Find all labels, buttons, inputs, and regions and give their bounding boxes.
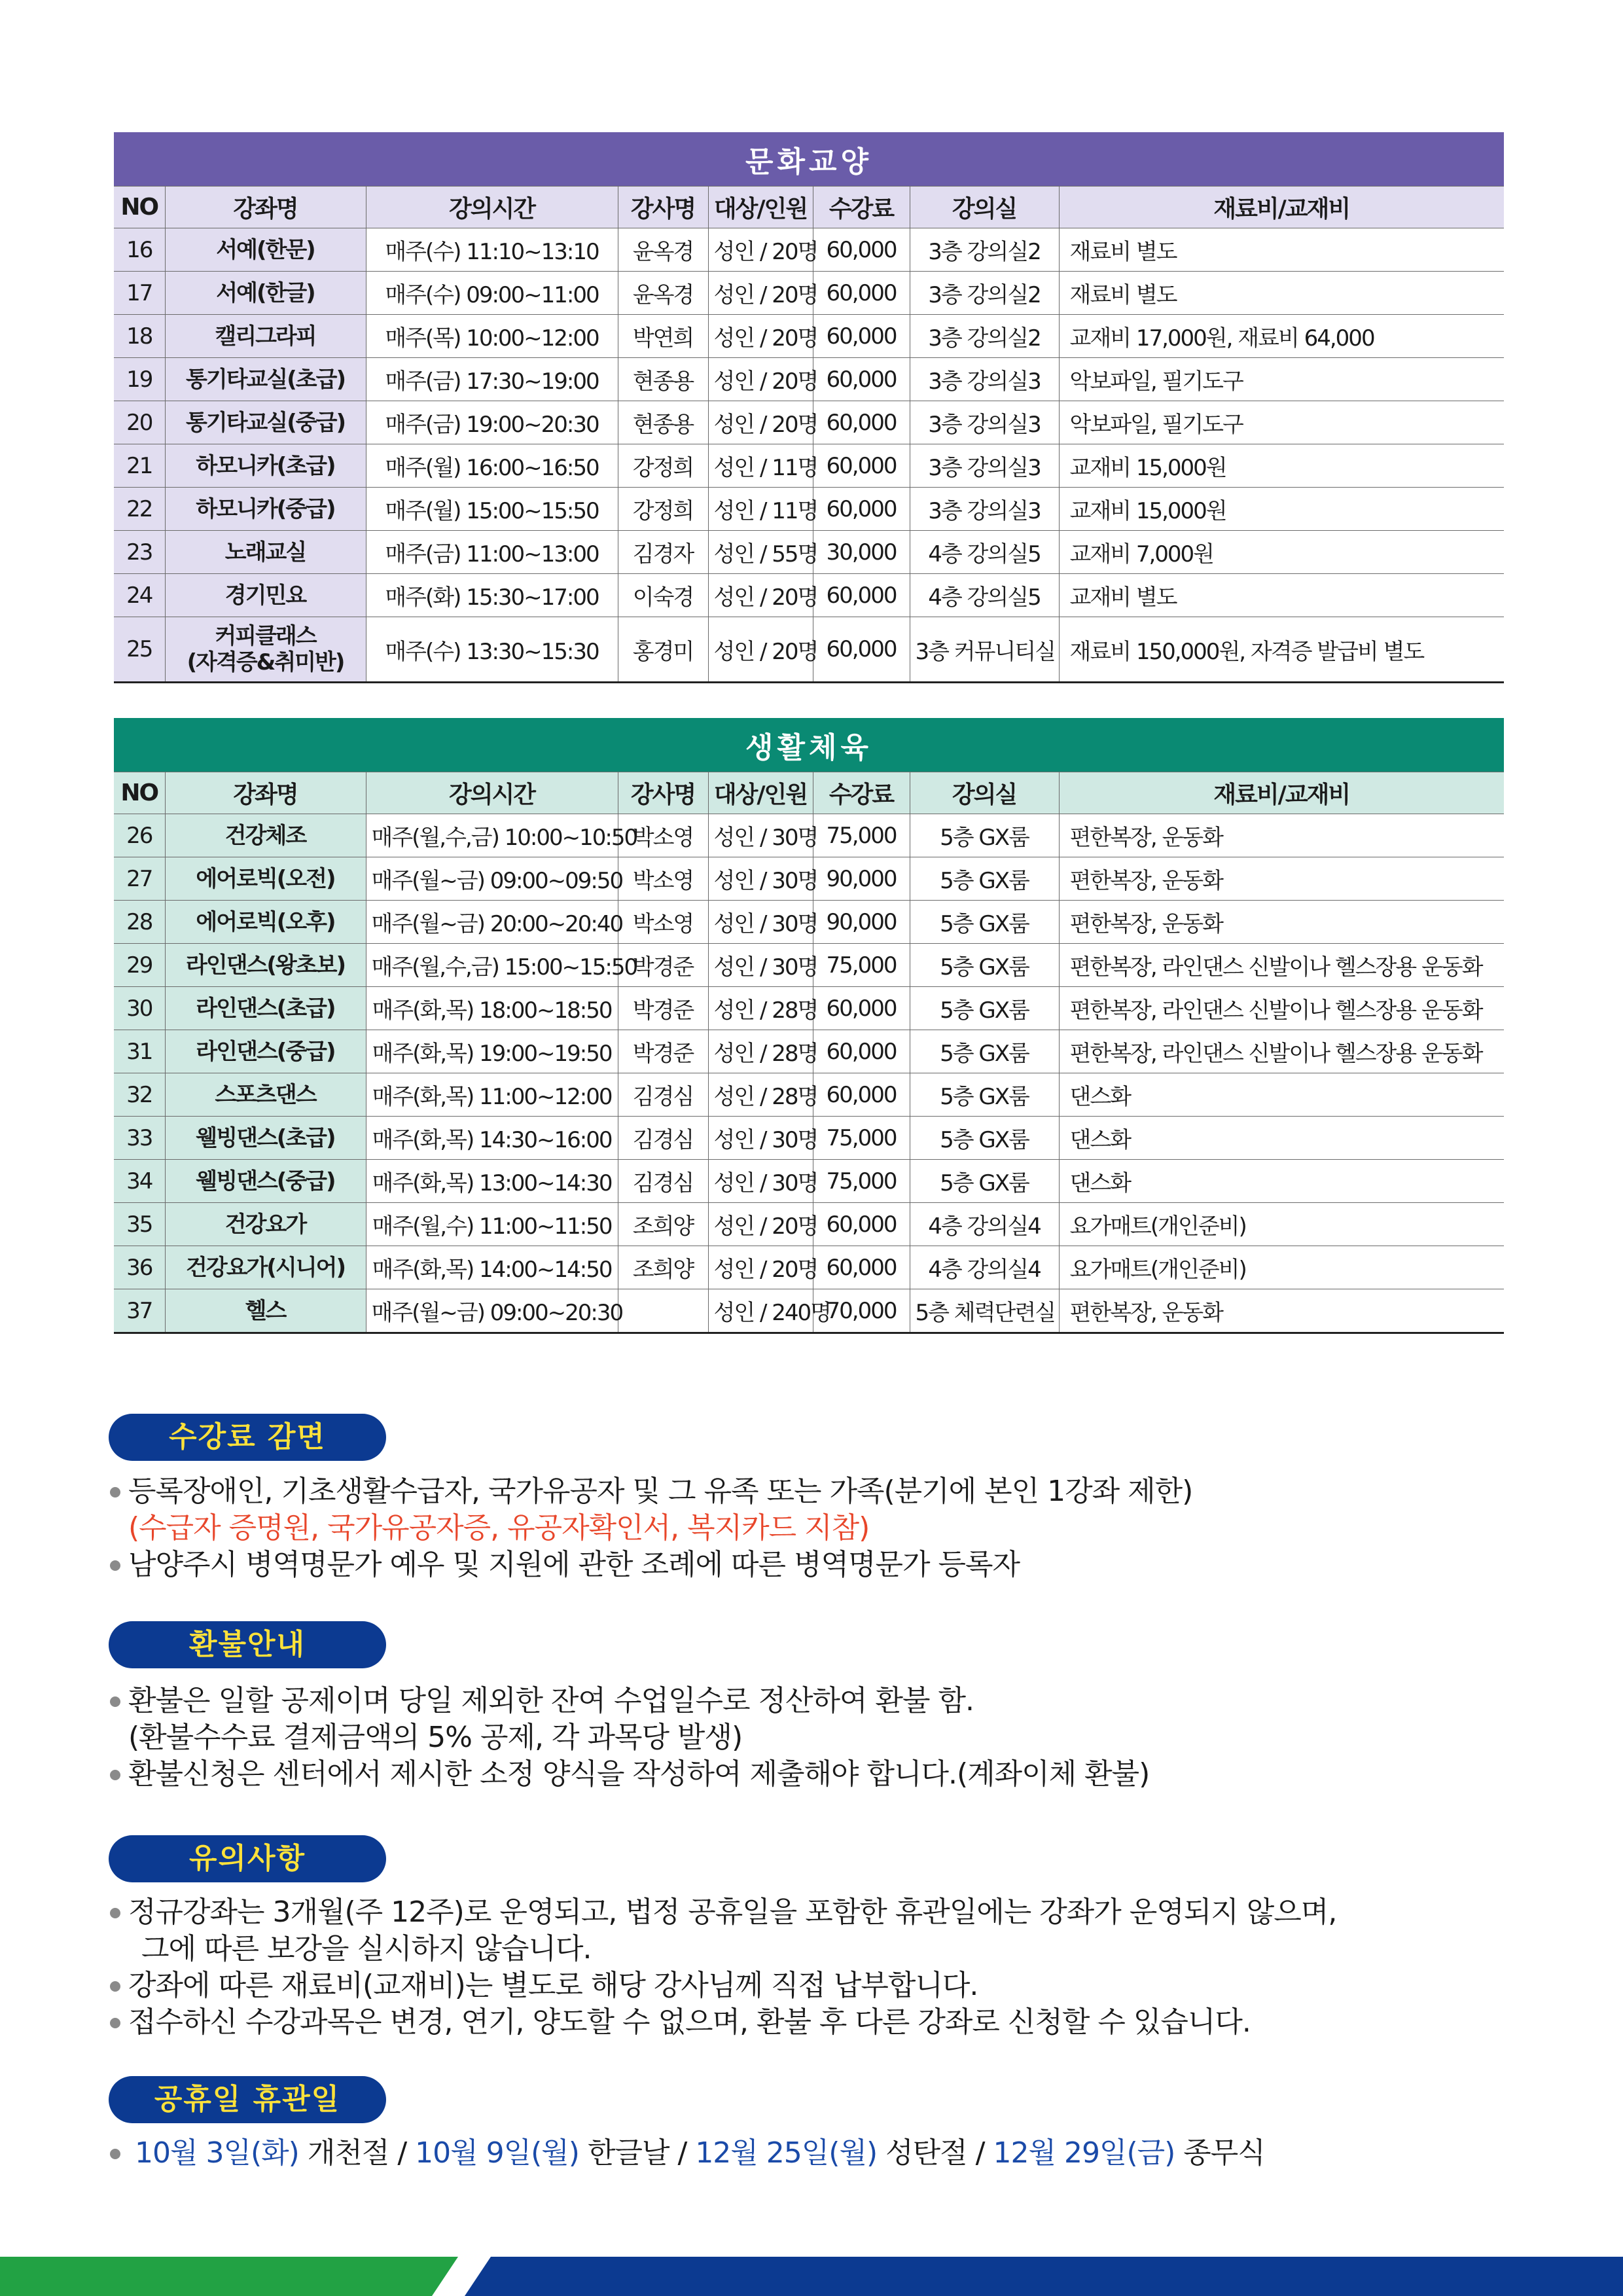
cell-no: 27 <box>114 857 165 901</box>
column-header-schedule: 강의시간 <box>366 772 618 814</box>
cell-schedule: 매주(화,목) 14:00~14:50 <box>366 1246 618 1289</box>
cell-room: 5층 GX룸 <box>910 987 1059 1030</box>
cell-fee: 60,000 <box>813 272 910 315</box>
table-header-row <box>114 772 1504 814</box>
cell-no: 24 <box>114 574 165 617</box>
cell-room: 5층 체력단련실 <box>910 1289 1059 1333</box>
cell-no: 32 <box>114 1073 165 1117</box>
table-row <box>114 228 1504 272</box>
cell-room: 5층 GX룸 <box>910 901 1059 944</box>
cell-fee: 60,000 <box>813 444 910 488</box>
cell-no: 29 <box>114 944 165 987</box>
table-row <box>114 857 1504 901</box>
column-header-fee: 수강료 <box>813 187 910 228</box>
cell-course-name: 하모니카(초급) <box>165 444 366 488</box>
cell-instructor: 강정희 <box>618 488 708 531</box>
holiday-date-1: 10월 3일(화) <box>135 2136 299 2170</box>
cell-schedule: 매주(월~금) 09:00~20:30 <box>366 1289 618 1333</box>
cell-no: 35 <box>114 1203 165 1246</box>
table-row <box>114 1246 1504 1289</box>
cell-no: 33 <box>114 1117 165 1160</box>
column-header-instructor: 강사명 <box>618 187 708 228</box>
cell-materials: 댄스화 <box>1059 1117 1504 1160</box>
table-row <box>114 444 1504 488</box>
discount-line-1-note: (수급자 증명원, 국가유공자증, 유공자확인서, 복지카드 지참) <box>128 1511 870 1545</box>
caution-line-1b: 그에 따른 보강을 실시하지 않습니다. <box>141 1932 592 1965</box>
caution-line-3: 접수하신 수강과목은 변경, 연기, 양도할 수 없으며, 환불 후 다른 강좌로 신청할 수 있습니다. <box>109 2004 1544 2041</box>
cell-target-capacity: 성인 / 30명 <box>708 901 813 944</box>
cell-course-name: 에어로빅(오후) <box>165 901 366 944</box>
cell-course-name: 라인댄스(중급) <box>165 1030 366 1073</box>
cell-no: 20 <box>114 401 165 444</box>
column-header-schedule: 강의시간 <box>366 187 618 228</box>
cell-instructor: 강정희 <box>618 444 708 488</box>
cell-fee: 75,000 <box>813 814 910 857</box>
cell-instructor: 현종용 <box>618 401 708 444</box>
cell-fee: 60,000 <box>813 401 910 444</box>
table-row <box>114 987 1504 1030</box>
column-header-course-name: 강좌명 <box>165 187 366 228</box>
footer-blue-stripe <box>465 2257 1623 2296</box>
cell-course-name: 웰빙댄스(중급) <box>165 1160 366 1203</box>
cell-room: 3층 강의실3 <box>910 444 1059 488</box>
cell-target-capacity: 성인 / 20명 <box>708 401 813 444</box>
cell-target-capacity: 성인 / 20명 <box>708 272 813 315</box>
cell-target-capacity: 성인 / 30명 <box>708 814 813 857</box>
cell-instructor: 윤옥경 <box>618 272 708 315</box>
cell-schedule: 매주(월~금) 09:00~09:50 <box>366 857 618 901</box>
cell-no: 25 <box>114 617 165 683</box>
sports-table-body <box>114 772 1504 1333</box>
cell-course-name: 통기타교실(중급) <box>165 401 366 444</box>
cell-materials: 편한복장, 운동화 <box>1059 814 1504 857</box>
cell-room: 3층 강의실2 <box>910 228 1059 272</box>
cell-no: 21 <box>114 444 165 488</box>
cell-target-capacity: 성인 / 28명 <box>708 987 813 1030</box>
cell-course-name: 건강체조 <box>165 814 366 857</box>
cell-course-name: 하모니카(중급) <box>165 488 366 531</box>
cell-target-capacity: 성인 / 30명 <box>708 857 813 901</box>
column-header-fee: 수강료 <box>813 772 910 814</box>
cell-course-name: 건강요가(시니어) <box>165 1246 366 1289</box>
cell-schedule: 매주(목) 10:00~12:00 <box>366 315 618 358</box>
holiday-name-3: 성탄절 <box>885 2136 967 2170</box>
cell-fee: 60,000 <box>813 1073 910 1117</box>
cell-no: 23 <box>114 531 165 574</box>
cell-room: 3층 강의실2 <box>910 315 1059 358</box>
cell-materials: 교재비 15,000원 <box>1059 488 1504 531</box>
footer-green-stripe <box>0 2257 458 2296</box>
cell-materials: 편한복장, 라인댄스 신발이나 헬스장용 운동화 <box>1059 987 1504 1030</box>
table-row <box>114 531 1504 574</box>
cell-schedule: 매주(금) 11:00~13:00 <box>366 531 618 574</box>
cell-instructor: 박연희 <box>618 315 708 358</box>
cell-schedule: 매주(금) 19:00~20:30 <box>366 401 618 444</box>
cell-no: 28 <box>114 901 165 944</box>
cell-no: 34 <box>114 1160 165 1203</box>
cell-fee: 75,000 <box>813 1160 910 1203</box>
cell-schedule: 매주(화,목) 13:00~14:30 <box>366 1160 618 1203</box>
discount-heading: 수강료 감면 <box>109 1414 386 1461</box>
cell-target-capacity: 성인 / 30명 <box>708 944 813 987</box>
cell-target-capacity: 성인 / 55명 <box>708 531 813 574</box>
cell-no: 16 <box>114 228 165 272</box>
cell-target-capacity: 성인 / 20명 <box>708 574 813 617</box>
discount-notes <box>109 1473 1544 1583</box>
cell-materials: 재료비 150,000원, 자격증 발급비 별도 <box>1059 617 1504 683</box>
column-header-target-capacity: 대상/인원 <box>708 772 813 814</box>
cell-schedule: 매주(화,목) 19:00~19:50 <box>366 1030 618 1073</box>
cell-schedule: 매주(금) 17:30~19:00 <box>366 358 618 401</box>
table-row <box>114 617 1504 683</box>
cell-fee: 60,000 <box>813 315 910 358</box>
caution-notes <box>109 1894 1544 2041</box>
cell-instructor: 김경자 <box>618 531 708 574</box>
refund-notes <box>109 1683 1544 1793</box>
cell-materials: 교재비 7,000원 <box>1059 531 1504 574</box>
table-row <box>114 1117 1504 1160</box>
holiday-name-2: 한글날 <box>587 2136 669 2170</box>
table-row <box>114 901 1504 944</box>
cell-target-capacity: 성인 / 28명 <box>708 1073 813 1117</box>
cell-schedule: 매주(월,수,금) 10:00~10:50 <box>366 814 618 857</box>
cell-fee: 60,000 <box>813 1246 910 1289</box>
cell-target-capacity: 성인 / 11명 <box>708 488 813 531</box>
cell-schedule: 매주(화,목) 11:00~12:00 <box>366 1073 618 1117</box>
holiday-separator: / <box>397 2136 407 2170</box>
cell-instructor: 현종용 <box>618 358 708 401</box>
cell-fee: 60,000 <box>813 488 910 531</box>
column-header-instructor: 강사명 <box>618 772 708 814</box>
cell-course-name: 캘리그라피 <box>165 315 366 358</box>
cell-course-name: 서예(한글) <box>165 272 366 315</box>
cell-no: 30 <box>114 987 165 1030</box>
cell-instructor: 이숙경 <box>618 574 708 617</box>
column-header-no: NO <box>114 187 165 228</box>
refund-heading: 환불안내 <box>109 1621 386 1668</box>
cell-instructor: 박소영 <box>618 857 708 901</box>
cell-instructor <box>618 1289 708 1333</box>
caution-heading: 유의사항 <box>109 1835 386 1882</box>
cell-room: 4층 강의실5 <box>910 531 1059 574</box>
sports-course-table <box>114 718 1504 1334</box>
cell-room: 3층 강의실3 <box>910 401 1059 444</box>
cell-no: 37 <box>114 1289 165 1333</box>
cell-target-capacity: 성인 / 20명 <box>708 617 813 683</box>
cell-instructor: 박경준 <box>618 944 708 987</box>
cell-schedule: 매주(화) 15:30~17:00 <box>366 574 618 617</box>
holiday-notes <box>109 2135 1544 2172</box>
cell-room: 4층 강의실4 <box>910 1203 1059 1246</box>
cell-schedule: 매주(월) 15:00~15:50 <box>366 488 618 531</box>
cell-no: 19 <box>114 358 165 401</box>
cell-room: 4층 강의실5 <box>910 574 1059 617</box>
table-row <box>114 488 1504 531</box>
cell-target-capacity: 성인 / 11명 <box>708 444 813 488</box>
cell-materials: 댄스화 <box>1059 1160 1504 1203</box>
cell-schedule: 매주(월,수) 11:00~11:50 <box>366 1203 618 1246</box>
culture-table-body <box>114 187 1504 683</box>
table-row <box>114 574 1504 617</box>
cell-course-name: 통기타교실(초급) <box>165 358 366 401</box>
cell-no: 18 <box>114 315 165 358</box>
table-row <box>114 1073 1504 1117</box>
caution-line-2: 강좌에 따른 재료비(교재비)는 별도로 해당 강사님께 직접 납부합니다. <box>109 1967 1544 2004</box>
cell-course-name: 서예(한문) <box>165 228 366 272</box>
sports-section-title: 생활체육 <box>114 718 1504 772</box>
cell-course-name: 웰빙댄스(초급) <box>165 1117 366 1160</box>
cell-course-name: 스포츠댄스 <box>165 1073 366 1117</box>
culture-section-title: 문화교양 <box>114 132 1504 187</box>
culture-course-table <box>114 132 1504 683</box>
cell-instructor: 박소영 <box>618 901 708 944</box>
cell-instructor: 김경심 <box>618 1073 708 1117</box>
cell-course-name: 노래교실 <box>165 531 366 574</box>
cell-instructor: 김경심 <box>618 1117 708 1160</box>
cell-room: 4층 강의실4 <box>910 1246 1059 1289</box>
cell-fee: 75,000 <box>813 1117 910 1160</box>
cell-no: 22 <box>114 488 165 531</box>
cell-target-capacity: 성인 / 20명 <box>708 315 813 358</box>
cell-schedule: 매주(수) 11:10~13:10 <box>366 228 618 272</box>
cell-fee: 75,000 <box>813 944 910 987</box>
cell-materials: 댄스화 <box>1059 1073 1504 1117</box>
cell-target-capacity: 성인 / 20명 <box>708 1246 813 1289</box>
cell-instructor: 김경심 <box>618 1160 708 1203</box>
discount-line-2: 남양주시 병역명문가 예우 및 지원에 관한 조례에 따른 병역명문가 등록자 <box>109 1547 1544 1583</box>
cell-fee: 60,000 <box>813 574 910 617</box>
table-row <box>114 1289 1504 1333</box>
cell-no: 26 <box>114 814 165 857</box>
cell-room: 3층 강의실3 <box>910 358 1059 401</box>
cell-schedule: 매주(월) 16:00~16:50 <box>366 444 618 488</box>
column-header-room: 강의실 <box>910 772 1059 814</box>
table-row <box>114 358 1504 401</box>
cell-fee: 30,000 <box>813 531 910 574</box>
cell-instructor: 조희양 <box>618 1246 708 1289</box>
table-row <box>114 1203 1504 1246</box>
cell-no: 31 <box>114 1030 165 1073</box>
cell-fee: 60,000 <box>813 1030 910 1073</box>
cell-schedule: 매주(수) 13:30~15:30 <box>366 617 618 683</box>
cell-room: 3층 강의실2 <box>910 272 1059 315</box>
cell-materials: 재료비 별도 <box>1059 228 1504 272</box>
cell-materials: 교재비 17,000원, 재료비 64,000 <box>1059 315 1504 358</box>
cell-materials: 편한복장, 라인댄스 신발이나 헬스장용 운동화 <box>1059 1030 1504 1073</box>
cell-room: 5층 GX룸 <box>910 1073 1059 1117</box>
cell-target-capacity: 성인 / 20명 <box>708 358 813 401</box>
cell-materials: 편한복장, 운동화 <box>1059 857 1504 901</box>
cell-fee: 70,000 <box>813 1289 910 1333</box>
table-header-row <box>114 187 1504 228</box>
column-header-materials: 재료비/교재비 <box>1059 187 1504 228</box>
cell-schedule: 매주(화,목) 14:30~16:00 <box>366 1117 618 1160</box>
cell-course-name: 에어로빅(오전) <box>165 857 366 901</box>
cell-instructor: 윤옥경 <box>618 228 708 272</box>
cell-schedule: 매주(월~금) 20:00~20:40 <box>366 901 618 944</box>
cell-no: 36 <box>114 1246 165 1289</box>
cell-course-name: 경기민요 <box>165 574 366 617</box>
cell-target-capacity: 성인 / 20명 <box>708 1203 813 1246</box>
holiday-date-3: 12월 25일(월) <box>695 2136 878 2170</box>
cell-no: 17 <box>114 272 165 315</box>
cell-materials: 편한복장, 운동화 <box>1059 901 1504 944</box>
cell-target-capacity: 성인 / 28명 <box>708 1030 813 1073</box>
holiday-date-2: 10월 9일(월) <box>415 2136 579 2170</box>
column-header-course-name: 강좌명 <box>165 772 366 814</box>
cell-course-name: 라인댄스(초급) <box>165 987 366 1030</box>
cell-target-capacity: 성인 / 240명 <box>708 1289 813 1333</box>
discount-line-1: 등록장애인, 기초생활수급자, 국가유공자 및 그 유족 또는 가족(분기에 본인 1강좌 제한) <box>109 1473 1544 1510</box>
cell-target-capacity: 성인 / 30명 <box>708 1160 813 1203</box>
cell-course-name: 건강요가 <box>165 1203 366 1246</box>
cell-schedule: 매주(수) 09:00~11:00 <box>366 272 618 315</box>
cell-course-name: 커피클래스 (자격증&취미반) <box>165 617 366 683</box>
cell-fee: 60,000 <box>813 228 910 272</box>
holiday-heading: 공휴일 휴관일 <box>109 2076 386 2123</box>
table-row <box>114 315 1504 358</box>
cell-target-capacity: 성인 / 20명 <box>708 228 813 272</box>
holiday-name-1: 개천절 <box>307 2136 389 2170</box>
refund-line-1: 환불은 일할 공제이며 당일 제외한 잔여 수업일수로 정산하여 환불 함. <box>109 1683 1544 1719</box>
cell-materials: 교재비 별도 <box>1059 574 1504 617</box>
cell-course-name: 라인댄스(왕초보) <box>165 944 366 987</box>
refund-line-2: 환불신청은 센터에서 제시한 소정 양식을 작성하여 제출해야 합니다.(계좌이체 환불) <box>109 1756 1544 1793</box>
cell-materials: 재료비 별도 <box>1059 272 1504 315</box>
cell-room: 5층 GX룸 <box>910 1117 1059 1160</box>
cell-room: 5층 GX룸 <box>910 944 1059 987</box>
table-row <box>114 272 1504 315</box>
cell-materials: 편한복장, 운동화 <box>1059 1289 1504 1333</box>
cell-room: 5층 GX룸 <box>910 1160 1059 1203</box>
cell-room: 5층 GX룸 <box>910 814 1059 857</box>
cell-room: 5층 GX룸 <box>910 857 1059 901</box>
cell-materials: 요가매트(개인준비) <box>1059 1203 1504 1246</box>
cell-fee: 90,000 <box>813 901 910 944</box>
cell-fee: 60,000 <box>813 358 910 401</box>
cell-target-capacity: 성인 / 30명 <box>708 1117 813 1160</box>
caution-line-1: 정규강좌는 3개월(주 12주)로 운영되고, 법정 공휴일을 포함한 휴관일에는 강좌가 운영되지 않으며, <box>109 1894 1544 1931</box>
holiday-line <box>109 2135 1544 2172</box>
table-row <box>114 1160 1504 1203</box>
column-header-room: 강의실 <box>910 187 1059 228</box>
cell-instructor: 조희양 <box>618 1203 708 1246</box>
cell-instructor: 박경준 <box>618 1030 708 1073</box>
cell-room: 3층 강의실3 <box>910 488 1059 531</box>
column-header-no: NO <box>114 772 165 814</box>
cell-schedule: 매주(화,목) 18:00~18:50 <box>366 987 618 1030</box>
cell-fee: 60,000 <box>813 617 910 683</box>
column-header-target-capacity: 대상/인원 <box>708 187 813 228</box>
table-row <box>114 401 1504 444</box>
cell-materials: 교재비 15,000원 <box>1059 444 1504 488</box>
cell-room: 5층 GX룸 <box>910 1030 1059 1073</box>
holiday-separator: / <box>975 2136 985 2170</box>
cell-materials: 악보파일, 필기도구 <box>1059 401 1504 444</box>
holiday-separator: / <box>677 2136 687 2170</box>
column-header-materials: 재료비/교재비 <box>1059 772 1504 814</box>
cell-fee: 60,000 <box>813 987 910 1030</box>
table-row <box>114 1030 1504 1073</box>
cell-fee: 90,000 <box>813 857 910 901</box>
cell-materials: 편한복장, 라인댄스 신발이나 헬스장용 운동화 <box>1059 944 1504 987</box>
cell-room: 3층 커뮤니티실 <box>910 617 1059 683</box>
table-row <box>114 814 1504 857</box>
cell-schedule: 매주(월,수,금) 15:00~15:50 <box>366 944 618 987</box>
holiday-name-4: 종무식 <box>1183 2136 1265 2170</box>
cell-materials: 악보파일, 필기도구 <box>1059 358 1504 401</box>
cell-course-name: 헬스 <box>165 1289 366 1333</box>
cell-instructor: 홍경미 <box>618 617 708 683</box>
table-row <box>114 944 1504 987</box>
holiday-date-4: 12월 29일(금) <box>993 2136 1175 2170</box>
cell-instructor: 박소영 <box>618 814 708 857</box>
cell-instructor: 박경준 <box>618 987 708 1030</box>
refund-line-1b: (환불수수료 결제금액의 5% 공제, 각 과목당 발생) <box>128 1721 743 1754</box>
cell-materials: 요가매트(개인준비) <box>1059 1246 1504 1289</box>
cell-fee: 60,000 <box>813 1203 910 1246</box>
